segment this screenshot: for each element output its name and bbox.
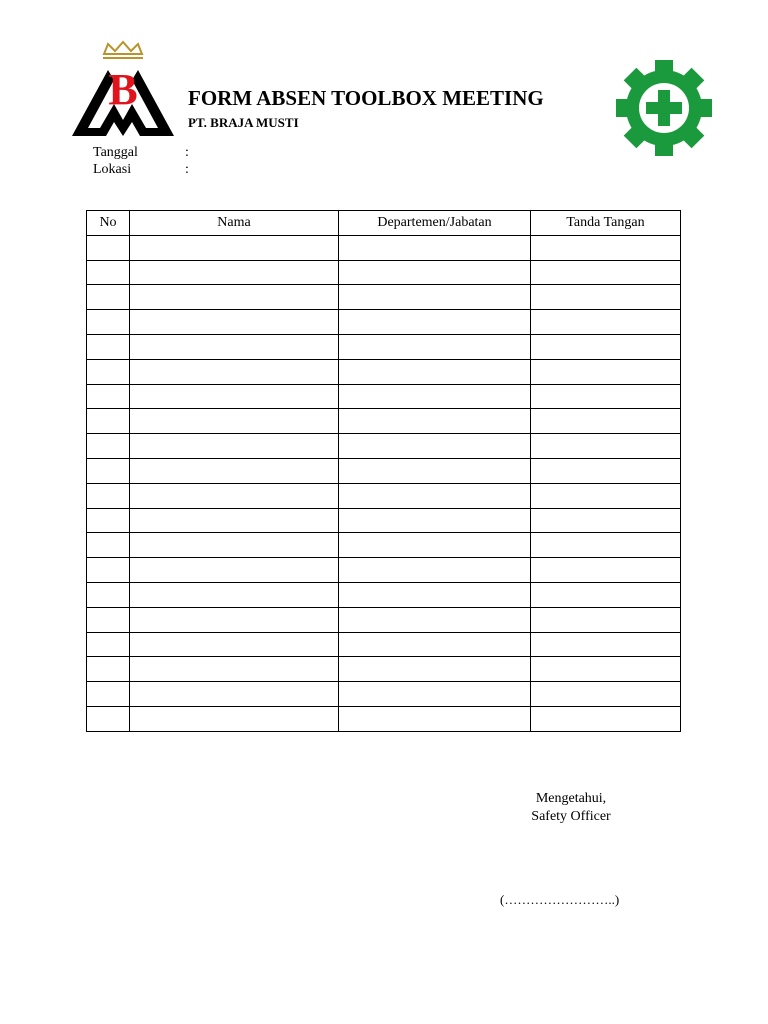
no-cell[interactable] xyxy=(87,285,130,310)
no-cell[interactable] xyxy=(87,359,130,384)
no-cell[interactable] xyxy=(87,657,130,682)
name-cell[interactable] xyxy=(130,607,339,632)
department-cell[interactable] xyxy=(339,334,531,359)
department-cell[interactable] xyxy=(339,458,531,483)
no-cell[interactable] xyxy=(87,607,130,632)
k3-safety-gear-icon xyxy=(614,58,714,158)
signature-cell[interactable] xyxy=(531,533,681,558)
signature-cell[interactable] xyxy=(531,632,681,657)
department-cell[interactable] xyxy=(339,310,531,335)
signature-placeholder: (……………………..) xyxy=(500,892,620,907)
name-cell[interactable] xyxy=(130,558,339,583)
department-cell[interactable] xyxy=(339,483,531,508)
table-row xyxy=(87,334,681,359)
company-name: PT. BRAJA MUSTI xyxy=(188,115,299,130)
signature-cell[interactable] xyxy=(531,260,681,285)
name-cell[interactable] xyxy=(130,285,339,310)
no-cell[interactable] xyxy=(87,260,130,285)
table-row xyxy=(87,582,681,607)
table-row xyxy=(87,260,681,285)
column-header-name: Nama xyxy=(130,211,339,236)
department-cell[interactable] xyxy=(339,682,531,707)
department-cell[interactable] xyxy=(339,285,531,310)
name-cell[interactable] xyxy=(130,359,339,384)
company-logo xyxy=(70,40,176,140)
date-separator: : xyxy=(185,145,189,160)
table-header-row xyxy=(87,211,681,236)
signature-cell[interactable] xyxy=(531,657,681,682)
department-cell[interactable] xyxy=(339,235,531,260)
name-cell[interactable] xyxy=(130,657,339,682)
no-cell[interactable] xyxy=(87,409,130,434)
logo-letter: B xyxy=(108,65,138,114)
name-cell[interactable] xyxy=(130,235,339,260)
signature-cell[interactable] xyxy=(531,706,681,731)
signature-cell[interactable] xyxy=(531,558,681,583)
table-row xyxy=(87,384,681,409)
no-cell[interactable] xyxy=(87,310,130,335)
name-cell[interactable] xyxy=(130,384,339,409)
signature-cell[interactable] xyxy=(531,483,681,508)
department-cell[interactable] xyxy=(339,632,531,657)
no-cell[interactable] xyxy=(87,483,130,508)
signature-cell[interactable] xyxy=(531,458,681,483)
signature-block xyxy=(515,790,627,826)
table-row xyxy=(87,657,681,682)
signature-cell[interactable] xyxy=(531,508,681,533)
signature-cell[interactable] xyxy=(531,334,681,359)
attendance-table xyxy=(86,210,681,732)
department-cell[interactable] xyxy=(339,706,531,731)
name-cell[interactable] xyxy=(130,632,339,657)
table-row xyxy=(87,483,681,508)
no-cell[interactable] xyxy=(87,533,130,558)
name-cell[interactable] xyxy=(130,582,339,607)
no-cell[interactable] xyxy=(87,558,130,583)
no-cell[interactable] xyxy=(87,632,130,657)
table-row xyxy=(87,508,681,533)
location-separator: : xyxy=(185,162,189,177)
signature-cell[interactable] xyxy=(531,235,681,260)
department-cell[interactable] xyxy=(339,260,531,285)
name-cell[interactable] xyxy=(130,310,339,335)
no-cell[interactable] xyxy=(87,706,130,731)
crown-icon xyxy=(103,42,143,58)
table-row xyxy=(87,682,681,707)
signature-cell[interactable] xyxy=(531,682,681,707)
table-row xyxy=(87,632,681,657)
department-cell[interactable] xyxy=(339,409,531,434)
signature-cell[interactable] xyxy=(531,310,681,335)
signature-cell[interactable] xyxy=(531,359,681,384)
table-row xyxy=(87,434,681,459)
table-row xyxy=(87,310,681,335)
name-cell[interactable] xyxy=(130,533,339,558)
name-cell[interactable] xyxy=(130,706,339,731)
signature-cell[interactable] xyxy=(531,409,681,434)
no-cell[interactable] xyxy=(87,508,130,533)
department-cell[interactable] xyxy=(339,384,531,409)
signature-cell[interactable] xyxy=(531,582,681,607)
department-cell[interactable] xyxy=(339,359,531,384)
column-header-department: Departemen/Jabatan xyxy=(339,211,531,236)
table-row xyxy=(87,409,681,434)
department-cell[interactable] xyxy=(339,434,531,459)
table-row xyxy=(87,285,681,310)
signature-cell[interactable] xyxy=(531,434,681,459)
table-row xyxy=(87,235,681,260)
acknowledged-label: Mengetahui, xyxy=(535,791,607,806)
signature-cell[interactable] xyxy=(531,285,681,310)
name-cell[interactable] xyxy=(130,508,339,533)
form-title: FORM ABSEN TOOLBOX MEETING xyxy=(188,86,544,110)
table-row xyxy=(87,533,681,558)
name-cell[interactable] xyxy=(130,409,339,434)
no-cell[interactable] xyxy=(87,458,130,483)
signature-cell[interactable] xyxy=(531,607,681,632)
table-row xyxy=(87,607,681,632)
name-cell[interactable] xyxy=(130,483,339,508)
no-cell[interactable] xyxy=(87,235,130,260)
department-cell[interactable] xyxy=(339,607,531,632)
department-cell[interactable] xyxy=(339,558,531,583)
table-row xyxy=(87,706,681,731)
no-cell[interactable] xyxy=(87,384,130,409)
name-cell[interactable] xyxy=(130,458,339,483)
no-cell[interactable] xyxy=(87,582,130,607)
table-row xyxy=(87,458,681,483)
department-cell[interactable] xyxy=(339,582,531,607)
department-cell[interactable] xyxy=(339,533,531,558)
date-label: Tanggal xyxy=(93,145,138,160)
signer-role: Safety Officer xyxy=(531,809,611,824)
name-cell[interactable] xyxy=(130,334,339,359)
department-cell[interactable] xyxy=(339,508,531,533)
name-cell[interactable] xyxy=(130,260,339,285)
no-cell[interactable] xyxy=(87,682,130,707)
column-header-no: No xyxy=(87,211,130,236)
no-cell[interactable] xyxy=(87,434,130,459)
no-cell[interactable] xyxy=(87,334,130,359)
name-cell[interactable] xyxy=(130,434,339,459)
department-cell[interactable] xyxy=(339,657,531,682)
signature-cell[interactable] xyxy=(531,384,681,409)
name-cell[interactable] xyxy=(130,682,339,707)
table-row xyxy=(87,558,681,583)
table-row xyxy=(87,359,681,384)
location-label: Lokasi xyxy=(93,162,132,177)
column-header-signature: Tanda Tangan xyxy=(531,211,681,236)
